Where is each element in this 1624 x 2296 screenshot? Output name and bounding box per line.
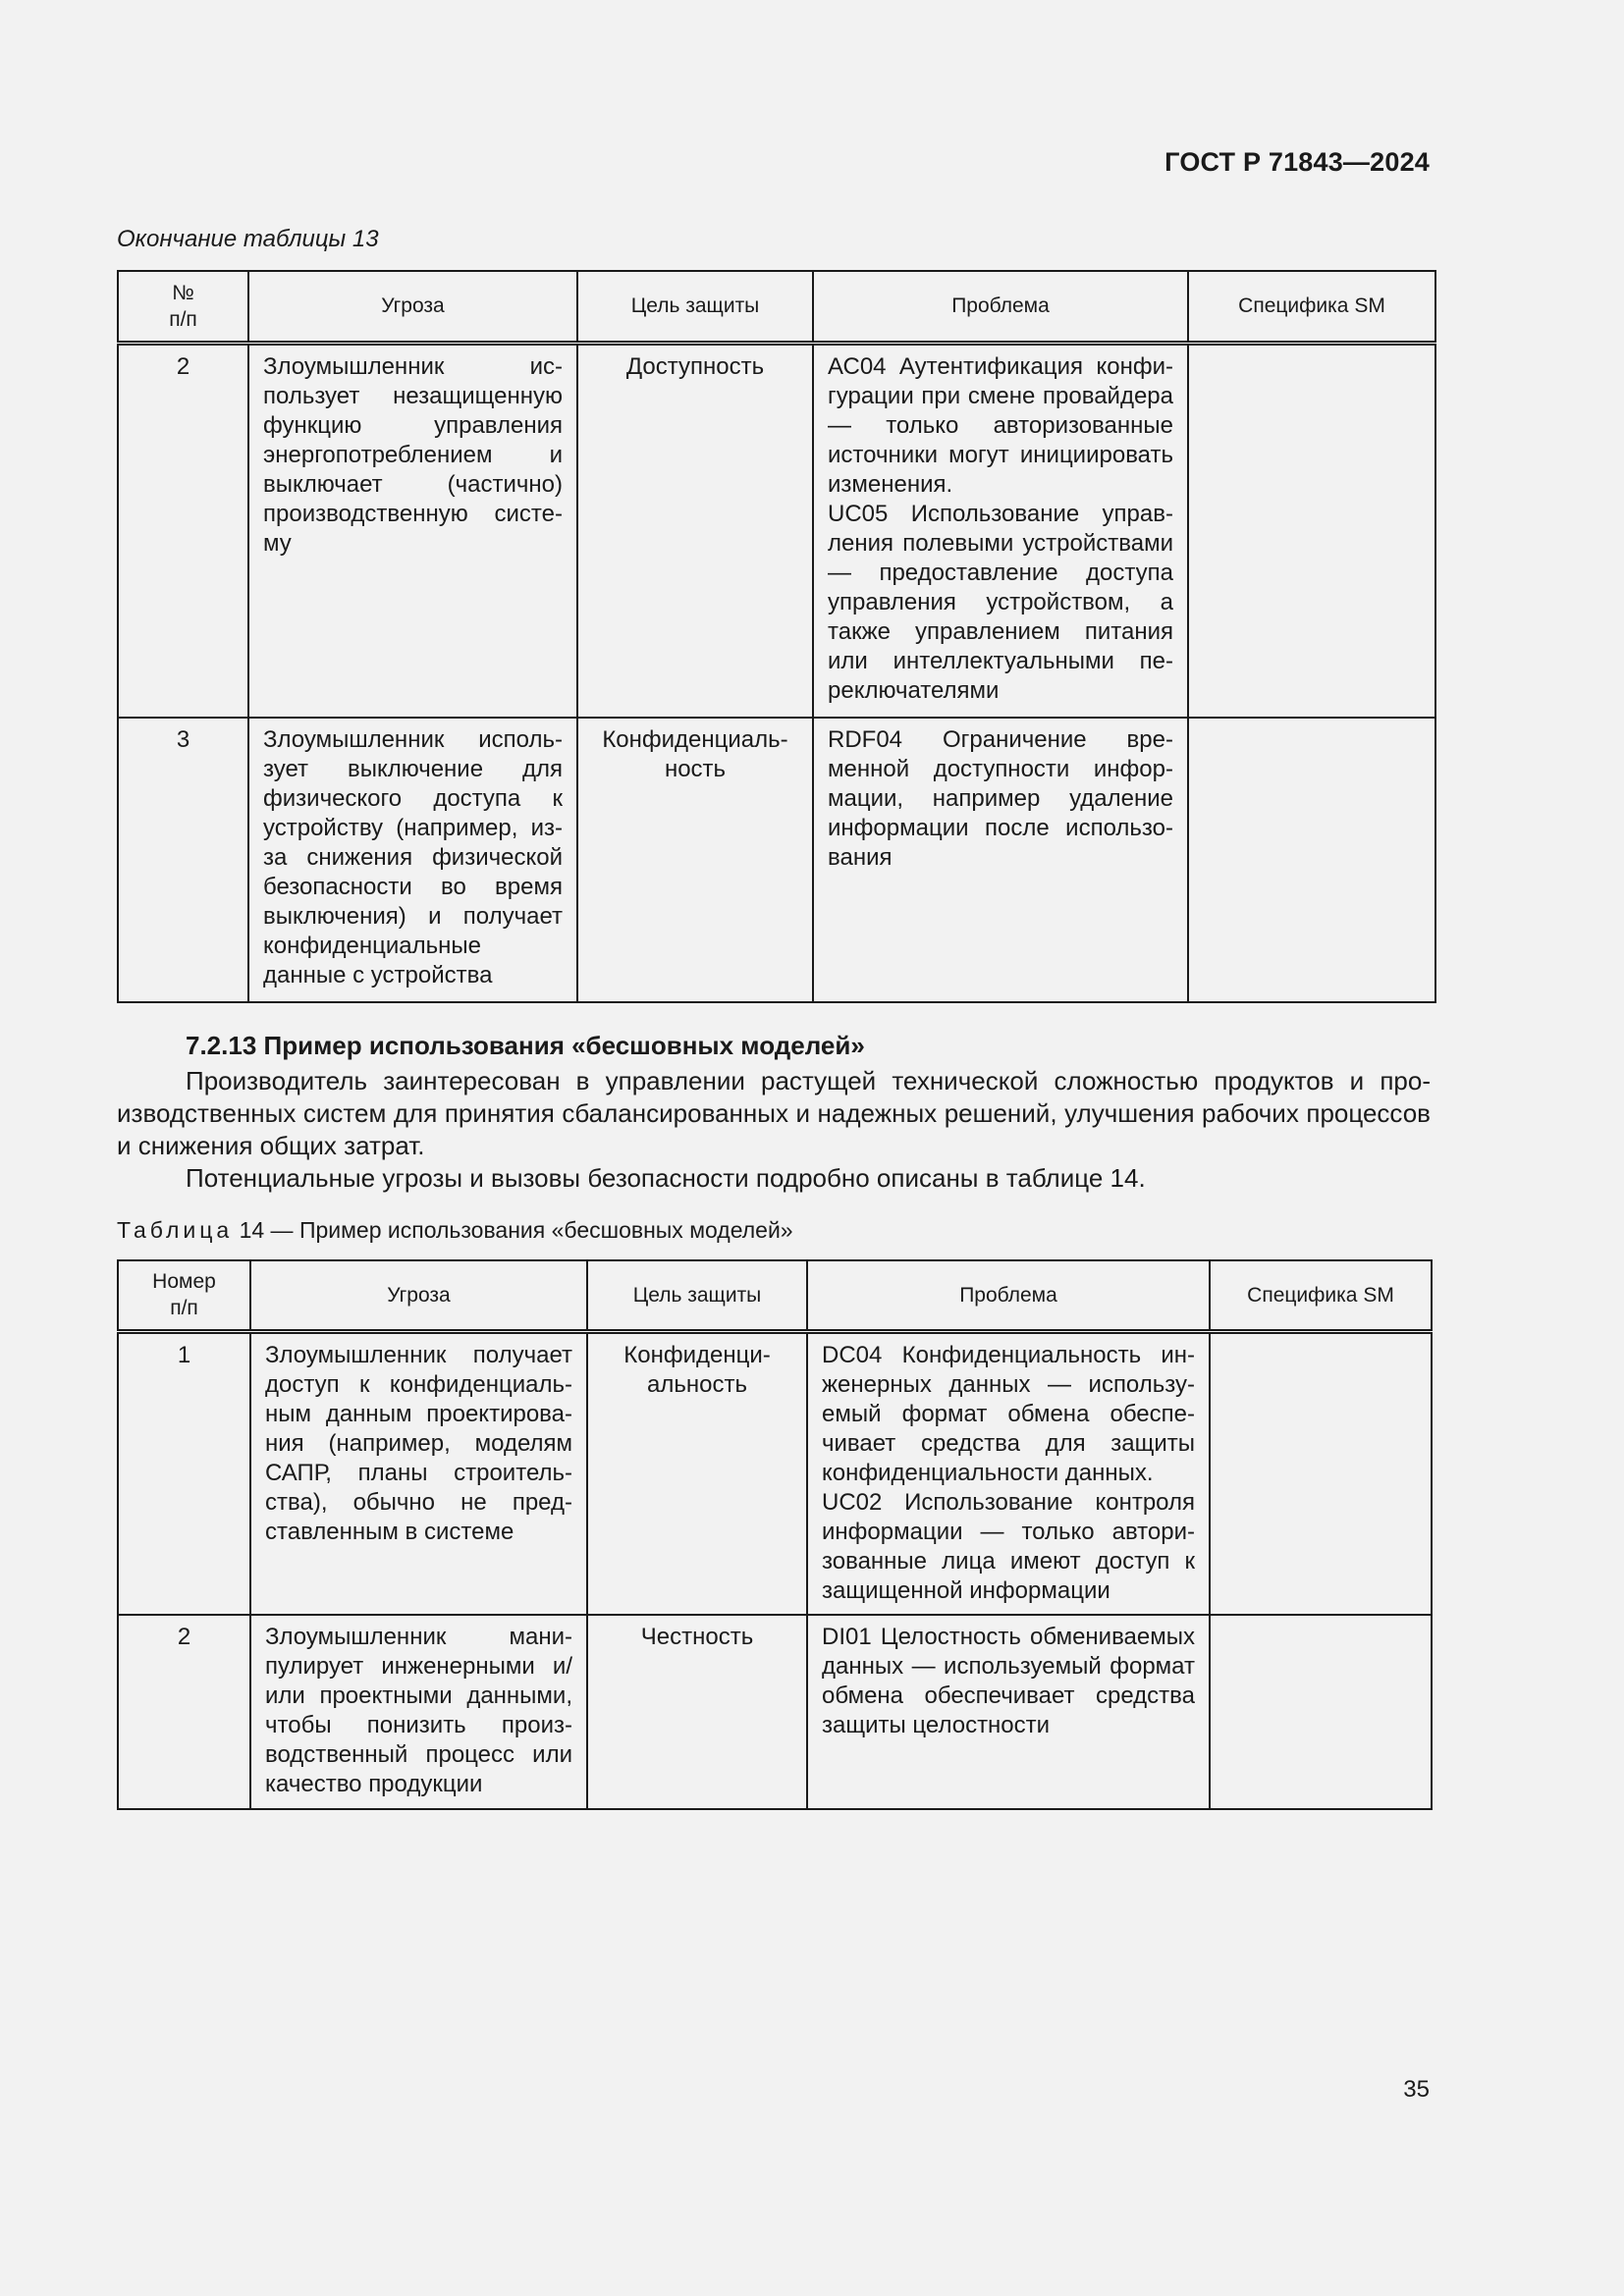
threat-cell: Злоумышленник использует выключение для физического доступа к устройству (например, из-за снижения физической безопасности во время выключения) и получает конфиденциальные данные с устройства <box>248 718 577 1002</box>
table-row <box>118 1615 1432 1809</box>
body-paragraph: Производитель заинтересован в управлении растущей технической сложностью продуктов и производственных систем для принятия сбалансированных и надежных решений, улучшения рабочих процессов и снижения общих затрат. <box>117 1066 1431 1160</box>
body-paragraph: Потенциальные угрозы и вызовы безопасности подробно описаны в таблице 14. <box>186 1163 1146 1193</box>
column-header-number: № п/п <box>118 271 248 343</box>
table-14 <box>117 1259 1433 1810</box>
table-label: Таблица <box>117 1217 234 1243</box>
problem-cell: RDF04 Ограничение временной доступности информации, например удаление информации после использования <box>813 718 1188 1002</box>
column-header-sm-specifics: Специфика SM <box>1210 1260 1432 1331</box>
document-code: ГОСТ Р 71843—2024 <box>1164 147 1430 177</box>
goal-cell: Честность <box>587 1615 807 1809</box>
row-number: 1 <box>118 1331 250 1615</box>
table-row <box>118 718 1435 1002</box>
sm-cell <box>1210 1615 1432 1809</box>
problem-cell: АС04 Аутентификация конфигурации при смене провайдера — только авторизованные источники могут инициирoвать изменения. UC05 Использование управления полевыми устройствами — предоставление доступа управления устройством, а также управлением питания или интеллектуальными переключателями <box>813 343 1188 718</box>
section-heading: 7.2.13 Пример использования «бесшовных моделей» <box>186 1031 865 1060</box>
table-row <box>118 343 1435 718</box>
goal-cell: Доступность <box>577 343 813 718</box>
column-header-threat: Угроза <box>250 1260 587 1331</box>
column-header-problem: Проблема <box>807 1260 1210 1331</box>
threat-cell: Злоумышленник получает доступ к конфиденциальным данным проектирования (например, моделям САПР, планы строительства), обычно не представленным в системе <box>250 1331 587 1615</box>
problem-cell: DC04 Конфиденциальность инженерных данных — используемый формат обмена обеспечивает средства для защиты конфиденциальности данных. UC02 Использование контроля информации — только авторизованные лица имеют доступ к защищенной информации <box>807 1331 1210 1615</box>
column-header-sm-specifics: Специфика SM <box>1188 271 1435 343</box>
threat-cell: Злоумышленник манипулирует инженерными и/или проектными данными, чтобы понизить производственный процесс или качество продукции <box>250 1615 587 1809</box>
table-title-text: 14 — Пример использования «бесшовных моделей» <box>239 1217 793 1243</box>
sm-cell <box>1210 1331 1432 1615</box>
table-row <box>118 1331 1432 1615</box>
page-number: 35 <box>1403 2076 1430 2103</box>
column-header-problem: Проблема <box>813 271 1188 343</box>
column-header-threat: Угроза <box>248 271 577 343</box>
row-number: 2 <box>118 343 248 718</box>
column-header-goal: Цель защиты <box>577 271 813 343</box>
threat-cell: Злоумышленник использует незащищенную функцию управления энергопотреблением и выключает (частично) производственную систему <box>248 343 577 718</box>
table-14-title <box>117 1217 793 1244</box>
table-13 <box>117 270 1436 1003</box>
sm-cell <box>1188 343 1435 718</box>
table-header-row <box>118 271 1435 343</box>
column-header-number: Номер п/п <box>118 1260 250 1331</box>
column-header-goal: Цель защиты <box>587 1260 807 1331</box>
row-number: 3 <box>118 718 248 1002</box>
goal-cell: Конфиденциальность <box>587 1331 807 1615</box>
table-header-row <box>118 1260 1432 1331</box>
sm-cell <box>1188 718 1435 1002</box>
row-number: 2 <box>118 1615 250 1809</box>
problem-cell: DI01 Целостность обмениваемых данных — используемый формат обмена обеспечивает средства защиты целостности <box>807 1615 1210 1809</box>
table-13-continuation-caption: Окончание таблицы 13 <box>117 226 379 252</box>
goal-cell: Конфиденциальность <box>577 718 813 1002</box>
